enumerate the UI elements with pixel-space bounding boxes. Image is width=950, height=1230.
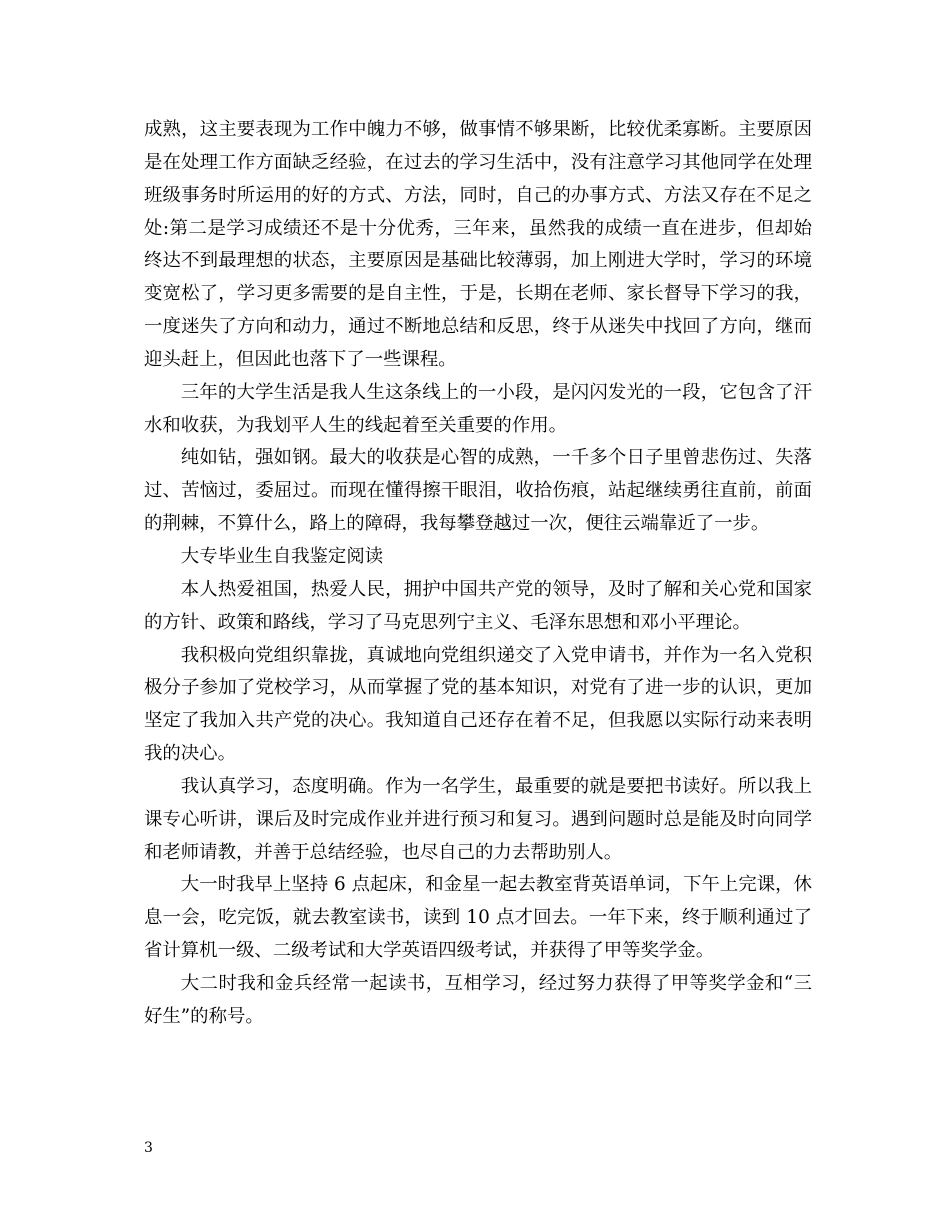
document-body xyxy=(144,114,812,1034)
paragraph: 大一时我早上坚持 6 点起床，和金星一起去教室背英语单词，下午上完课，休息一会，吃完饭，就去教室读书，读到 10 点才回去。一年下来，终于顺利通过了省计算机一级、二级考试和大学英语四级考试，并获得了甲等奖学金。 xyxy=(144,874,812,962)
paragraph-continuation: 成熟，这主要表现为工作中魄力不够，做事情不够果断，比较优柔寡断。主要原因是在处理工作方面缺乏经验，在过去的学习生活中，没有注意学习其他同学在处理班级事务时所运用的好的方式、方法，同时，自己的办事方式、方法又存在不足之处:第二是学习成绩还不是十分优秀，三年来，虽然我的成绩一直在进步，但却始终达不到最理想的状态，主要原因是基础比较薄弱，加上刚进大学时，学习的环境变宽松了，学习更多需要的是自主性，于是，长期在老师、家长督导下学习的我，一度迷失了方向和动力，通过不断地总结和反思，终于从迷失中找回了方向，继而迎头赶上，但因此也落下了一些课程。 xyxy=(144,119,812,370)
paragraph: 纯如钻，强如钢。最大的收获是心智的成熟，一千多个日子里曾悲伤过、失落过、苦恼过，委屈过。而现在懂得擦干眼泪，收拾伤痕，站起继续勇往直前，前面的荆棘，不算什么，路上的障碍，我每攀登越过一次，便往云端靠近了一步。 xyxy=(144,447,812,535)
paragraph: 本人热爱祖国，热爱人民，拥护中国共产党的领导，及时了解和关心党和国家的方针、政策和路线，学习了马克思列宁主义、毛泽东思想和邓小平理论。 xyxy=(144,578,812,633)
section-heading: 大专毕业生自我鉴定阅读 xyxy=(180,545,384,567)
paragraph: 我认真学习，态度明确。作为一名学生，最重要的就是要把书读好。所以我上课专心听讲，课后及时完成作业并进行预习和复习。遇到问题时总是能及时向同学和老师请教，并善于总结经验，也尽自己的力去帮助别人。 xyxy=(144,775,812,863)
page-number: 3 xyxy=(144,1140,153,1156)
paragraph: 三年的大学生活是我人生这条线上的一小段，是闪闪发光的一段，它包含了汗水和收获，为我划平人生的线起着至关重要的作用。 xyxy=(144,381,812,436)
paragraph: 大二时我和金兵经常一起读书，互相学习，经过努力获得了甲等奖学金和“三好生”的称号。 xyxy=(144,972,812,1027)
paragraph: 我积极向党组织靠拢，真诚地向党组织递交了入党申请书，并作为一名入党积极分子参加了党校学习，从而掌握了党的基本知识，对党有了进一步的认识，更加坚定了我加入共产党的决心。我知道自己还存在着不足，但我愿以实际行动来表明我的决心。 xyxy=(144,644,812,765)
